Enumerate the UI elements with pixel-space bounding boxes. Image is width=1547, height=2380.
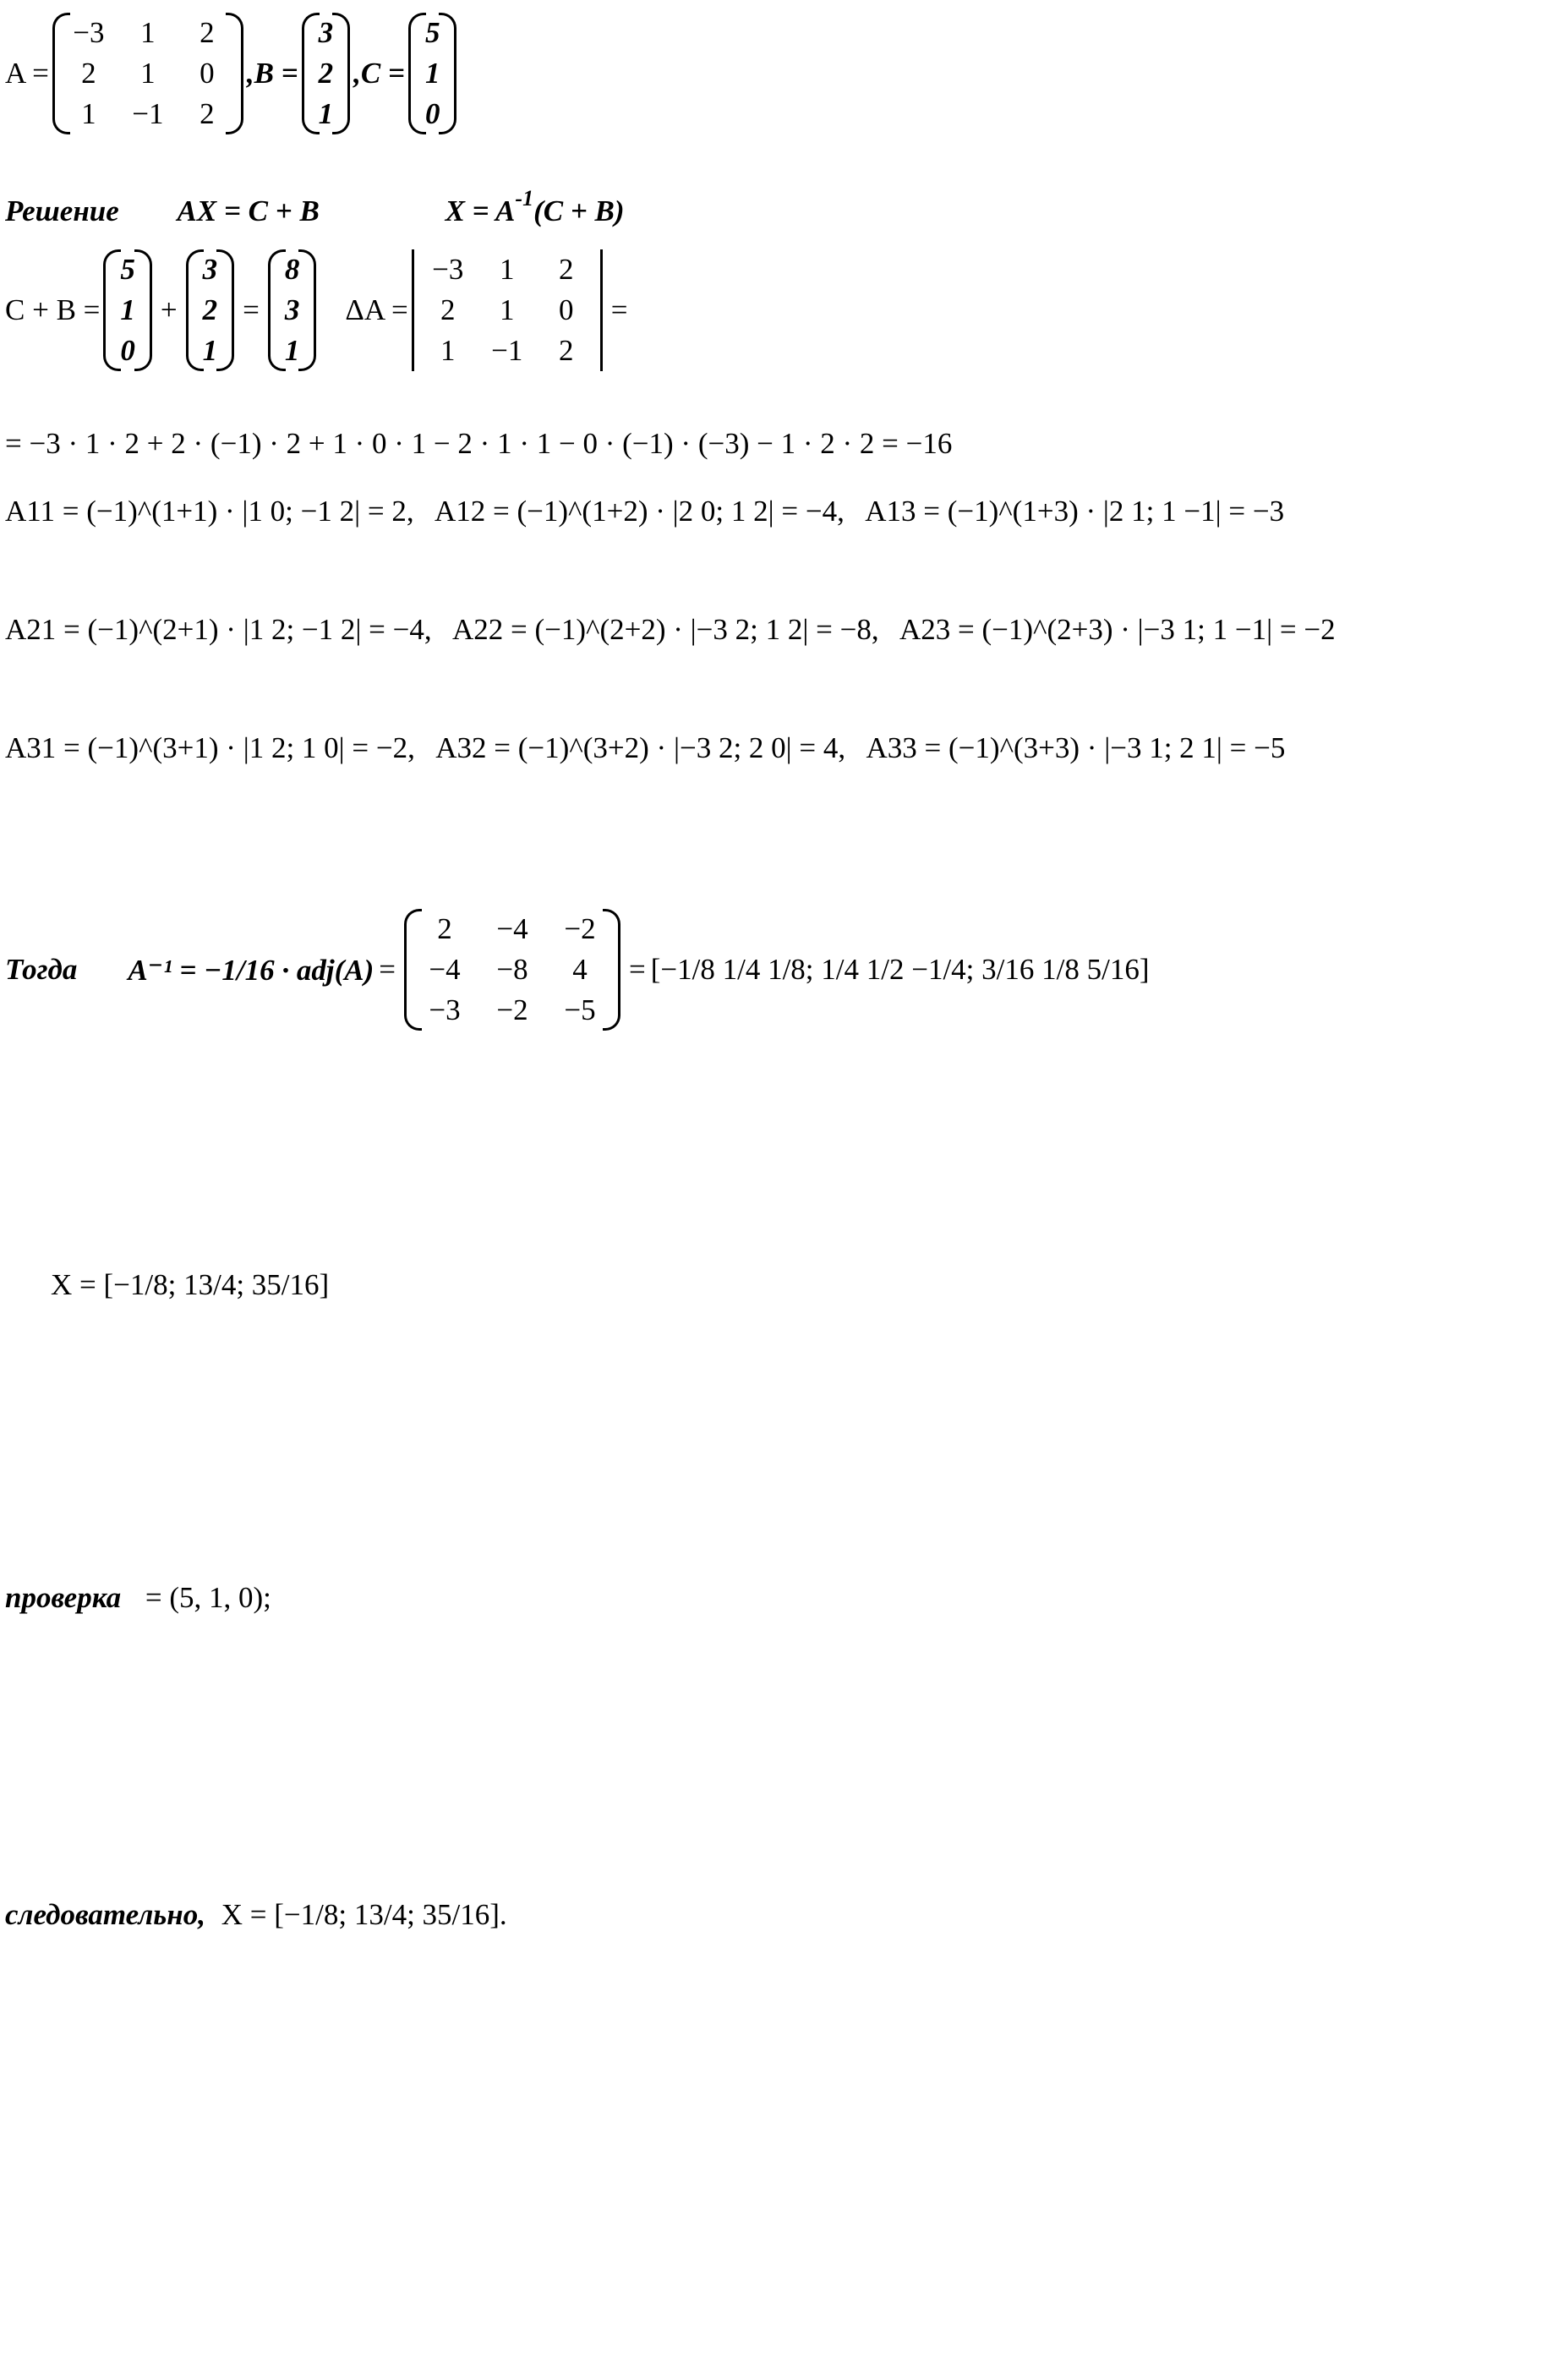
cofactors-row-3: A31 = (−1)^(3+1) · |1 2; 1 0| = −2, A32 = (−1)^(3+2) · |−3 2; 2 0| = 4, A33 = (−1)^(3+3) · |−3 1; 2 1| = −5 (5, 731, 1286, 764)
cb-line: C + B = 5 1 0 + 3 2 1 = 8 3 1 ΔA = −3 1 2 2 1 0 1 −1 2 = (5, 249, 633, 371)
cofactors-row-1: A11 = (−1)^(1+1) · |1 0; −1 2| = 2, A12 = (−1)^(1+2) · |2 0; 1 2| = −4, A13 = (−1)^(1+3) · |2 1; 1 −1| = −3 (5, 495, 1285, 528)
equation-2: $X = A^{-1}(C + B)$ (445, 186, 625, 227)
matrix-C: 5 1 0 (408, 13, 457, 134)
therefore-label: следовательно, (5, 1898, 205, 1931)
solution-label: Решение (5, 194, 119, 227)
label-A: A = (5, 57, 49, 90)
label-B: ,B = (246, 57, 298, 90)
inverse-formula: A⁻¹ = −1/16 · adj(A) (128, 953, 374, 987)
cb-label: C + B = (5, 293, 101, 326)
matrix-B: 3 2 1 (302, 13, 351, 134)
inverse-line: Тогда A⁻¹ = −1/16 · adj(A) = 2 −4 −2 −4 −8 4 −3 −2 −5 = [−1/8 1/4 1/8; 1/4 1/2 −1/4; 3/16 1/8 5/16] (5, 909, 1150, 1031)
x-result-line: X = [−1/8; 13/4; 35/16] (51, 1268, 330, 1301)
then-label: Тогда (5, 953, 78, 986)
matrix-CB: 8 3 1 (268, 249, 317, 371)
delta-label: ΔA = (345, 293, 408, 326)
solution-line (5, 186, 625, 228)
line-definitions (5, 13, 460, 134)
label-C: ,C = (353, 57, 405, 90)
final-result: X = [−1/8; 13/4; 35/16]. (221, 1898, 507, 1931)
check-line (5, 1581, 271, 1615)
matrix-C-sum: 5 1 0 (103, 249, 152, 371)
inverse-entries: [−1/8 1/4 1/8; 1/4 1/2 −1/4; 3/16 1/8 5/16] (650, 953, 1150, 986)
matrix-B-sum: 3 2 1 (186, 249, 235, 371)
check-result: = (5, 1, 0); (145, 1581, 271, 1614)
equation-1: AX = C + B (177, 194, 320, 227)
conclusion-line (5, 1898, 507, 1932)
det-calculation: = −3 · 1 · 2 + 2 · (−1) · 2 + 1 · 0 · 1 − 2 · 1 · 1 − 0 · (−1) · (−3) − 1 · 2 · 2 = −16 (5, 427, 953, 460)
cofactors-row-2: A21 = (−1)^(2+1) · |1 2; −1 2| = −4, A22 = (−1)^(2+2) · |−3 2; 1 2| = −8, A23 = (−1)^(2+3) · |−3 1; 1 −1| = −2 (5, 613, 1336, 646)
check-label: проверка (5, 1581, 122, 1614)
matrix-A: −3 1 2 2 1 0 1 −1 2 (52, 13, 243, 134)
det-A: −3 1 2 2 1 0 1 −1 2 (412, 249, 603, 371)
cofactor-matrix: 2 −4 −2 −4 −8 4 −3 −2 −5 (404, 909, 620, 1031)
